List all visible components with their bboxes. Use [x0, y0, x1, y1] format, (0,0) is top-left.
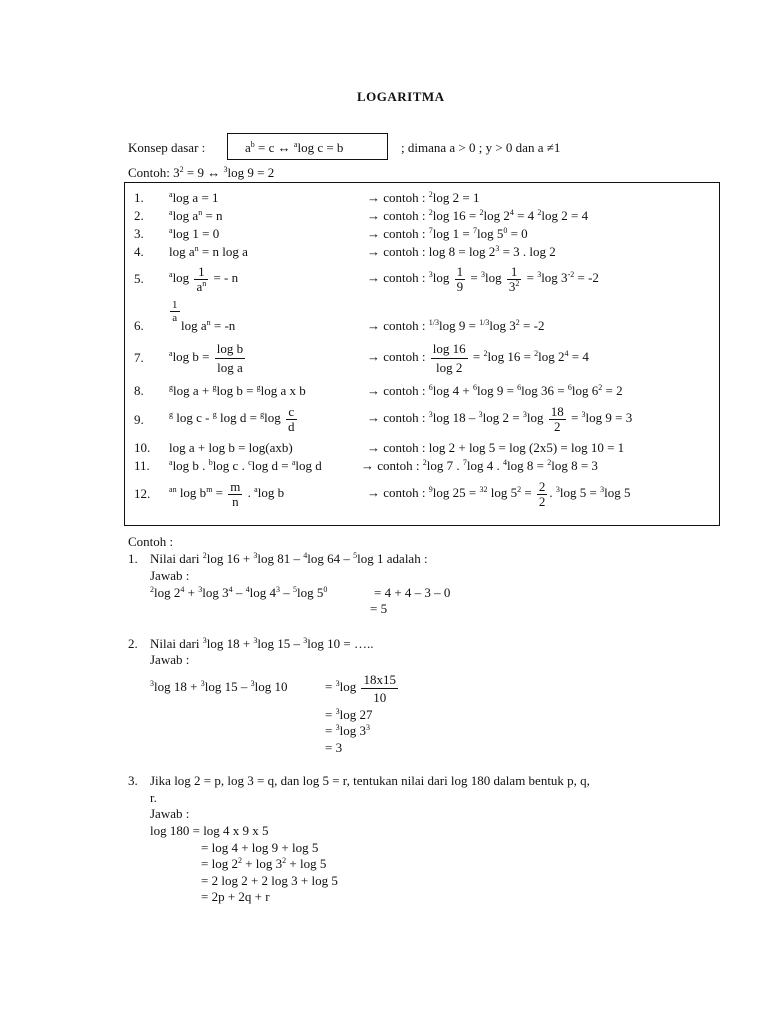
example-number: 3.	[128, 773, 138, 788]
rule-example: → contoh : log 2 + log 5 = log (2x5) = log 10 = 1	[367, 440, 625, 455]
answer-result: = 4 + 4 – 3 – 0	[374, 585, 451, 600]
answer-result: = 3	[325, 740, 343, 755]
rule-example: → contoh : $^3$log $\frac{1}{9}$ = $^3$log $\frac{1}{3^2}$ = $^3$log $3^{-2} = -2$	[367, 263, 599, 294]
answer-line: = $\log 2^2 + \log 3^2 + \log 5$	[201, 856, 327, 871]
answer-result: = $^3$log 27	[325, 707, 373, 722]
rule-formula: $^g$log a + $^g$log b = $^g$log a x b	[169, 383, 306, 398]
rule-number: 2.	[134, 208, 144, 223]
rule-number: 1.	[134, 190, 144, 205]
rule-formula: $^a$log 1 = 0	[169, 226, 220, 241]
rule-example: → contoh : $^9$log 25 = $^{32}$ $\log 5^2$ = $\frac{2}{2}$ . $^3$log 5 = $^3$log 5	[367, 478, 631, 509]
answer-line: = 2p + 2q + r	[201, 889, 270, 904]
rule-formula: $^{an}$ $\log b^m$ = $\frac{m}{n}$ . $^a$log b	[169, 478, 285, 509]
answer-result: = $^3$log $3^3$	[325, 723, 370, 738]
rule-formula: $^a$log b = $\frac{\text{log b}}{\text{log a}}$	[169, 340, 244, 375]
answer-line: = log 4 + log 9 + log 5	[201, 840, 319, 855]
jawab-label: Jawab :	[150, 568, 190, 583]
rule-example: → contoh : $^2$log 2 = 1	[367, 190, 480, 205]
rule-example: → contoh : $^6$log 4 + $^6$log 9 = $^6$log 36 = $^6$log $6^2 = 2$	[367, 383, 623, 398]
rule-number: 11.	[134, 458, 150, 473]
example-number: 1.	[128, 551, 138, 566]
rule-formula: $^a$log $\frac{1}{a^n}$ = - n	[169, 263, 239, 294]
rule-formula: $\log a^n = n$ log a	[169, 244, 248, 259]
rule-number: 6.	[134, 318, 144, 333]
rule-number: 5.	[134, 271, 144, 286]
rule-number: 3.	[134, 226, 144, 241]
example-question: Nilai dari $^2$log 16 + $^3$log 81 – $^4$log 64 – $^5$log 1 adalah :	[150, 551, 428, 566]
rule-example: → contoh : $^3$log 18 – $^3$log 2 = $^3$log $\frac{18}{2}$ = $^3$log 9 = 3	[367, 403, 633, 434]
answer-result: = 5	[370, 601, 388, 616]
konsep-formula: $a^b = c$ ↔ $^a$log c = b	[245, 140, 344, 155]
jawab-label: Jawab :	[150, 652, 190, 667]
example-question-cont: r.	[150, 790, 157, 805]
example-number: 2.	[128, 636, 138, 651]
rule-superfraction: $\frac{1}{a}$	[172, 299, 178, 324]
rule-example: → contoh : $^2$log 7 . $^7$log 4 . $^4$log 8 = $^2$log 8 = 3	[361, 458, 598, 473]
rule-number: 4.	[134, 244, 144, 259]
answer-result: = $^3$log $\frac{18x15}{10}$	[325, 671, 396, 705]
rule-number: 10.	[134, 440, 151, 455]
rule-formula: log a + log b = log(axb)	[169, 440, 293, 455]
jawab-label: Jawab :	[150, 806, 190, 821]
rule-number: 12.	[134, 486, 151, 501]
example-question: Nilai dari $^3$log 18 + $^3$log 15 – $^3$log 10 = …..	[150, 636, 374, 651]
rule-formula: $^a$log b . $^b$log c . $^c$log d = $^a$log d	[169, 458, 322, 473]
rule-formula: $^a$log $a^n = n$	[169, 208, 223, 223]
answer-line: = 2 log 2 + 2 log 3 + log 5	[201, 873, 338, 888]
rule-formula: $\log a^n = -n$	[181, 318, 236, 333]
rule-formula: $^g$ log c - $^g$ log d = $^g$log $\frac{c}{d}$	[169, 403, 295, 434]
rule-number: 9.	[134, 412, 144, 427]
answer-line: $^3$log 18 + $^3$log 15 – $^3$log 10	[150, 679, 288, 694]
rule-example: → contoh : $^2$log 16 = $^2$log $2^4 = 4$ $^2$log 2 = 4	[367, 208, 589, 223]
rule-example: → contoh : $^{1/3}$log 9 = $^{1/3}$log $3^2 = -2$	[367, 318, 545, 333]
page-title: LOGARITMA	[357, 89, 445, 104]
rule-number: 8.	[134, 383, 144, 398]
rule-number: 7.	[134, 350, 144, 365]
contoh-intro: Contoh: $3^2 = 9$ ↔ $^3$log 9 = 2	[128, 165, 275, 180]
examples-heading: Contoh :	[128, 534, 174, 549]
example-question: Jika log 2 = p, log 3 = q, dan log 5 = r, tentukan nilai dari log 180 dalam bentuk p, q,	[150, 773, 590, 788]
rule-example: → contoh : $\log 8 = \log 2^3 = 3$ . log 2	[367, 244, 556, 259]
rule-formula: $^a$log a = 1	[169, 190, 219, 205]
answer-line: log 180 = log 4 x 9 x 5	[150, 823, 269, 838]
rule-example: → contoh : $^7$log 1 = $^7$log $5^0 = 0$	[367, 226, 528, 241]
konsep-label: Konsep dasar :	[128, 140, 206, 155]
rule-example: → contoh : $\frac{\log 16}{\log 2}$ = $^2$log 16 = $^2$log $2^4 = 4$	[367, 340, 589, 375]
konsep-condition: ; dimana a > 0 ; y > 0 dan a ≠1	[401, 140, 561, 155]
answer-line: $^2$log $2^4 + ^3\log$ $3^4 - ^4\log$ $4^3 - ^5\log$ $5^0$	[150, 585, 328, 600]
